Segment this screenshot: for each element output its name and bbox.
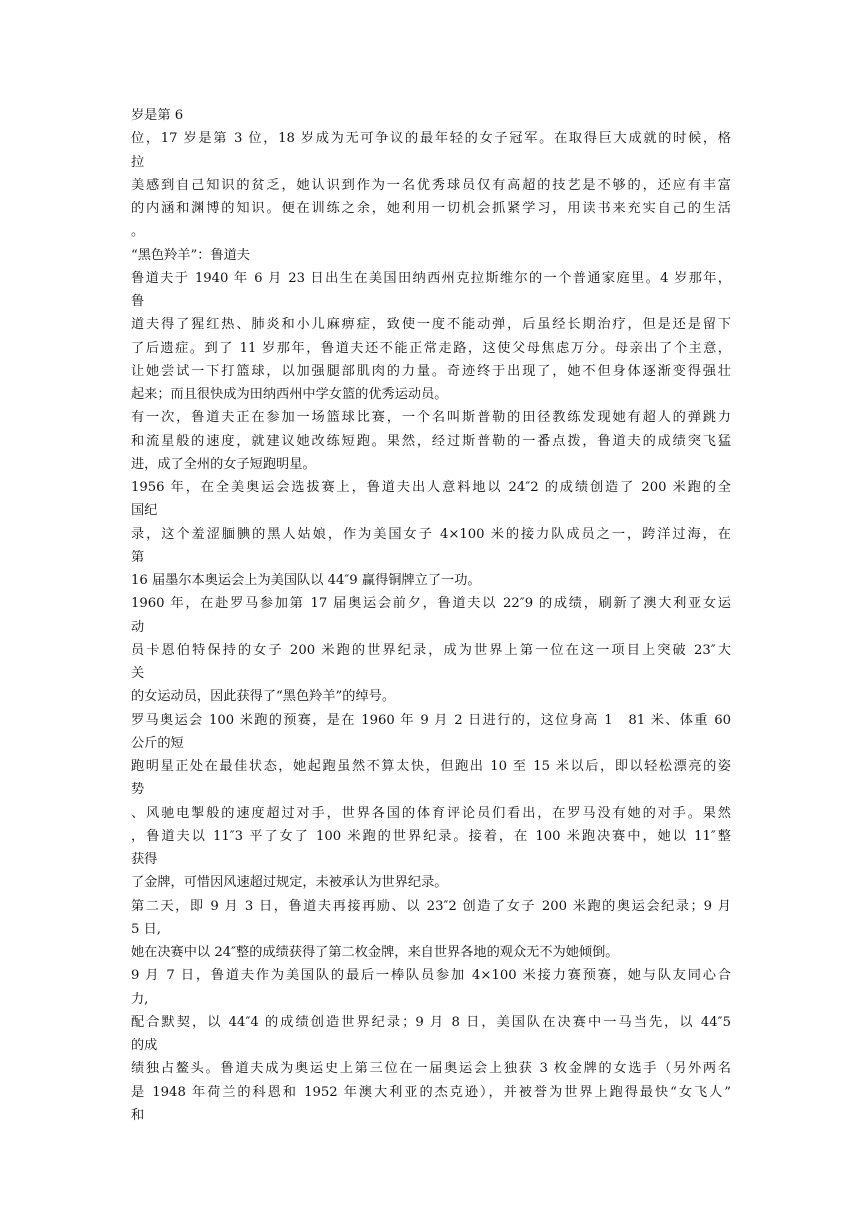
text-line: 美感到自己知识的贫乏，她认识到作为一名优秀球员仅有高超的技艺是不够的，还应有丰富 [131, 177, 731, 193]
text-line: 位，17 岁是第 3 位，18 岁成为无可争议的最年轻的女子冠军。在取得巨大成就的时候，格 [131, 131, 731, 147]
text-line: 岁是第 6 [131, 108, 184, 123]
text-line: 公斤的短 [131, 735, 184, 751]
text-line: 鲁道夫于 1940 年 6 月 23 日出生在美国田纳西州克拉斯维尔的一个普通家庭里。4 岁那年， [131, 270, 731, 286]
text-line: 和 [131, 1107, 145, 1123]
text-line: 绩独占鳌头。鲁道夫成为奥运史上第三位在一届奥运会上独获 3 枚金牌的女选手（另外两名 [131, 1061, 731, 1077]
text-line: 了后遗症。到了 11 岁那年，鲁道夫还不能正常走路，这使父母焦虑万分。母亲出了个主意， [131, 340, 731, 356]
text-line: 员卡恩伯特保持的女子 200 米跑的世界纪录，成为世界上第一位在这一项目上突破 23″大 [131, 642, 731, 658]
text-line: 了金牌，可惜因风速超过规定，未被承认为世界纪录。 [131, 875, 448, 891]
text-line: 是 1948 年荷兰的科恩和 1952 年澳大利亚的杰克逊），并被誉为世界上跑得最快“女飞人” [131, 1084, 731, 1100]
text-line: 跑明星正处在最佳状态，她起跑虽然不算太快，但跑出 10 至 15 米以后，即以轻松漂亮的姿 [131, 759, 731, 774]
text-line: 让她尝试一下打篮球，以加强腿部肌肉的力量。奇迹终于出现了，她不但身体逐渐变得强壮 [131, 363, 731, 379]
text-line: 势 [131, 782, 145, 798]
text-line: 力, [131, 991, 149, 1007]
text-line: ，鲁道夫以 11″3 平了女了 100 米跑的世界纪录。接着，在 100 米跑决赛中，她以 11″整 [131, 828, 731, 844]
text-line: 配合默契，以 44″4 的成绩创造世界纪录；9 月 8 日，美国队在决赛中一马当先，以 44″5 [131, 1014, 731, 1030]
text-line: 进，成了全州的女子短跑明星。 [131, 456, 316, 472]
text-line: 的成 [131, 1038, 158, 1053]
text-line: 1956 年，在全美奥运会选拔赛上，鲁道夫出人意料地以 24″2 的成绩创造了 200 米跑的全 [131, 480, 731, 495]
text-line: 罗马奥运会 100 米跑的预赛，是在 1960 年 9 月 2 日进行的，这位身高 1 81 米、体重 60 [131, 712, 731, 728]
text-line: 道夫得了猩红热、肺炎和小儿麻痹症，致使一度不能动弹，后虽经长期治疗，但是还是留下 [131, 317, 731, 333]
text-line: 关 [131, 666, 145, 681]
text-line: 录，这个羞涩腼腆的黑人姑娘，作为美国女子 4×100 米的接力队成员之一，跨洋过海，在 [131, 526, 731, 542]
section-heading: “黑色羚羊”：鲁道夫 [131, 247, 250, 263]
text-line: 9 月 7 日，鲁道夫作为美国队的最后一棒队员参加 4×100 米接力赛预赛，她与队友同心合 [131, 968, 731, 984]
text-line: 有一次，鲁道夫正在参加一场篮球比赛，一个名叫斯普勒的田径教练发现她有超人的弹跳力 [131, 410, 731, 426]
text-line: 和流星般的速度，就建议她改练短跑。果然，经过斯普勒的一番点拨，鲁道夫的成绩突飞猛 [131, 433, 731, 449]
text-line: 的内涵和渊博的知识。便在训练之余，她利用一切机会抓紧学习，用读书来充实自己的生活 [131, 201, 731, 216]
text-line: 动 [131, 619, 145, 635]
text-line: 第二天，即 9 月 3 日，鲁道夫再接再励、以 23″2 创造了女子 200 米跑的奥运会纪录；9 月 [131, 898, 731, 914]
text-line: 5 日, [131, 921, 161, 937]
text-line: 起来；而且很快成为田纳西州中学女篮的优秀运动员。 [131, 387, 448, 402]
text-line: 获得 [131, 852, 158, 867]
text-line: 她在决赛中以 24″整的成绩获得了第二枚金牌，来自世界各地的观众无不为她倾倒。 [131, 945, 619, 960]
text-line: 的女运动员，因此获得了“黑色羚羊”的绰号。 [131, 689, 396, 705]
text-line: 16 届墨尔本奥运会上为美国队以 44″9 赢得铜牌立了一功。 [131, 573, 481, 588]
text-line: 第 [131, 549, 145, 565]
document-page [131, 104, 731, 1127]
text-line: 拉 [131, 154, 145, 170]
text-line: 国纪 [131, 503, 158, 519]
text-line: 。 [131, 224, 145, 240]
text-line: 鲁 [131, 294, 145, 309]
text-line: 1960 年，在赴罗马参加第 17 届奥运会前夕，鲁道夫以 22″9 的成绩，刷新了澳大利亚女运 [131, 596, 731, 612]
text-line: 、风驰电掣般的速度超过对手，世界各国的体育评论员们看出，在罗马没有她的对手。果然 [131, 805, 731, 821]
